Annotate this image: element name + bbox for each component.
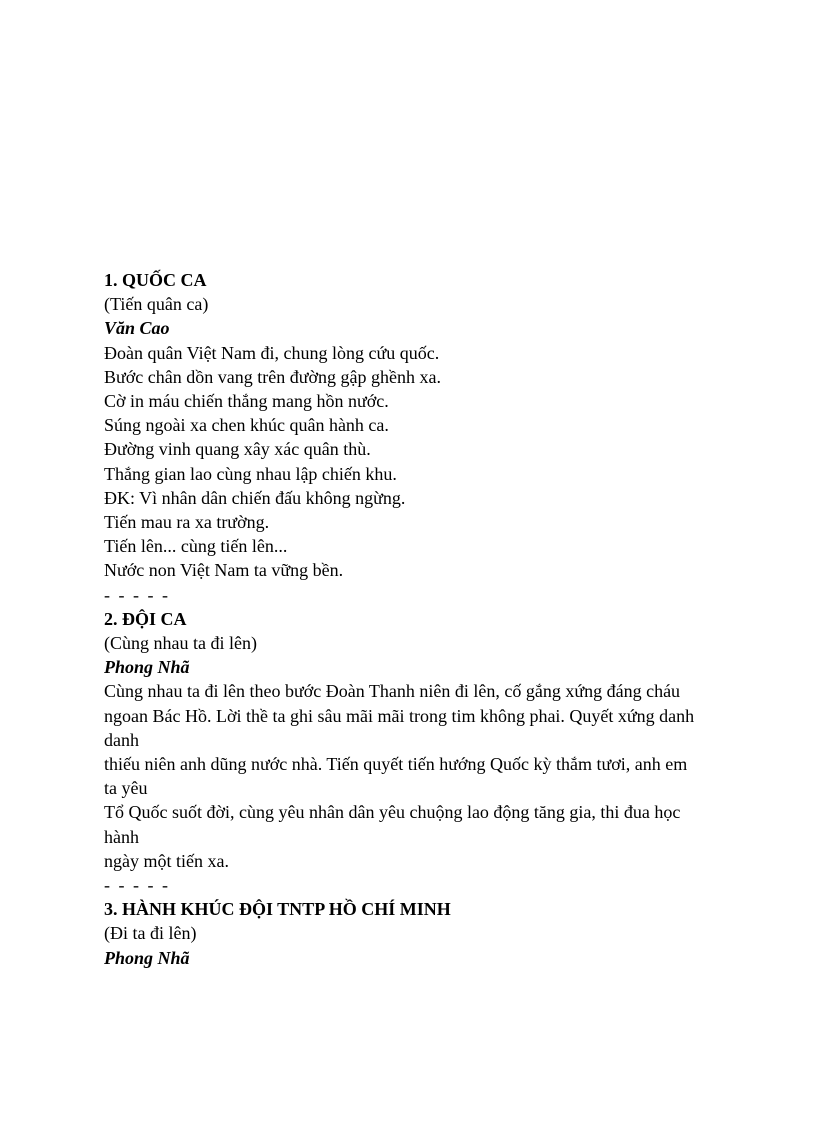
lyric-line: Đoàn quân Việt Nam đi, chung lòng cứu quốc. [104, 342, 440, 363]
song-author: Phong Nhã [104, 947, 190, 968]
lyric-line: Bước chân dồn vang trên đường gập ghềnh xa. [104, 366, 441, 387]
song-author: Phong Nhã [104, 657, 190, 678]
lyric-line: Tiến lên... cùng tiến lên... [104, 536, 288, 557]
song-section-2 [104, 607, 704, 897]
song-title: 3. HÀNH KHÚC ĐỘI TNTP HỒ CHÍ MINH [104, 899, 451, 920]
song-title: 1. QUỐC CA [104, 270, 207, 290]
song-section-1 [104, 268, 704, 607]
lyric-paragraph-line: thiếu niên anh dũng nước nhà. Tiến quyết tiến hướng Quốc kỳ thắm tươi, anh em ta yêu [104, 754, 688, 799]
lyric-line: Thắng gian lao cùng nhau lập chiến khu. [104, 463, 397, 484]
lyric-paragraph-line: Tổ Quốc suốt đời, cùng yêu nhân dân yêu chuộng lao động tăng gia, thi đua học hành [104, 802, 681, 847]
lyric-paragraph-line: ngoan Bác Hồ. Lời thề ta ghi sâu mãi mãi trong tim không phai. Quyết xứng danh danh [104, 705, 695, 750]
lyric-paragraph-line: Cùng nhau ta đi lên theo bước Đoàn Thanh niên đi lên, cố gắng xứng đáng cháu [104, 681, 681, 702]
song-section-3 [104, 897, 704, 970]
song-author: Văn Cao [104, 318, 170, 339]
song-subtitle: (Đi ta đi lên) [104, 923, 197, 944]
lyric-line: Nước non Việt Nam ta vững bền. [104, 560, 344, 581]
song-subtitle: (Cùng nhau ta đi lên) [104, 633, 257, 654]
lyric-line: Tiến mau ra xa trường. [104, 512, 270, 533]
lyric-line: ĐK: Vì nhân dân chiến đấu không ngừng. [104, 487, 406, 508]
section-separator: - - - - - [104, 875, 170, 896]
lyric-line: Súng ngoài xa chen khúc quân hành ca. [104, 415, 389, 436]
song-subtitle: (Tiến quân ca) [104, 294, 209, 315]
song-title: 2. ĐỘI CA [104, 608, 187, 629]
document-body [104, 268, 704, 970]
lyric-paragraph-line: ngày một tiến xa. [104, 850, 229, 871]
lyric-line: Đường vinh quang xây xác quân thù. [104, 439, 371, 460]
lyric-line: Cờ in máu chiến thắng mang hồn nước. [104, 391, 389, 412]
section-separator: - - - - - [104, 584, 170, 605]
